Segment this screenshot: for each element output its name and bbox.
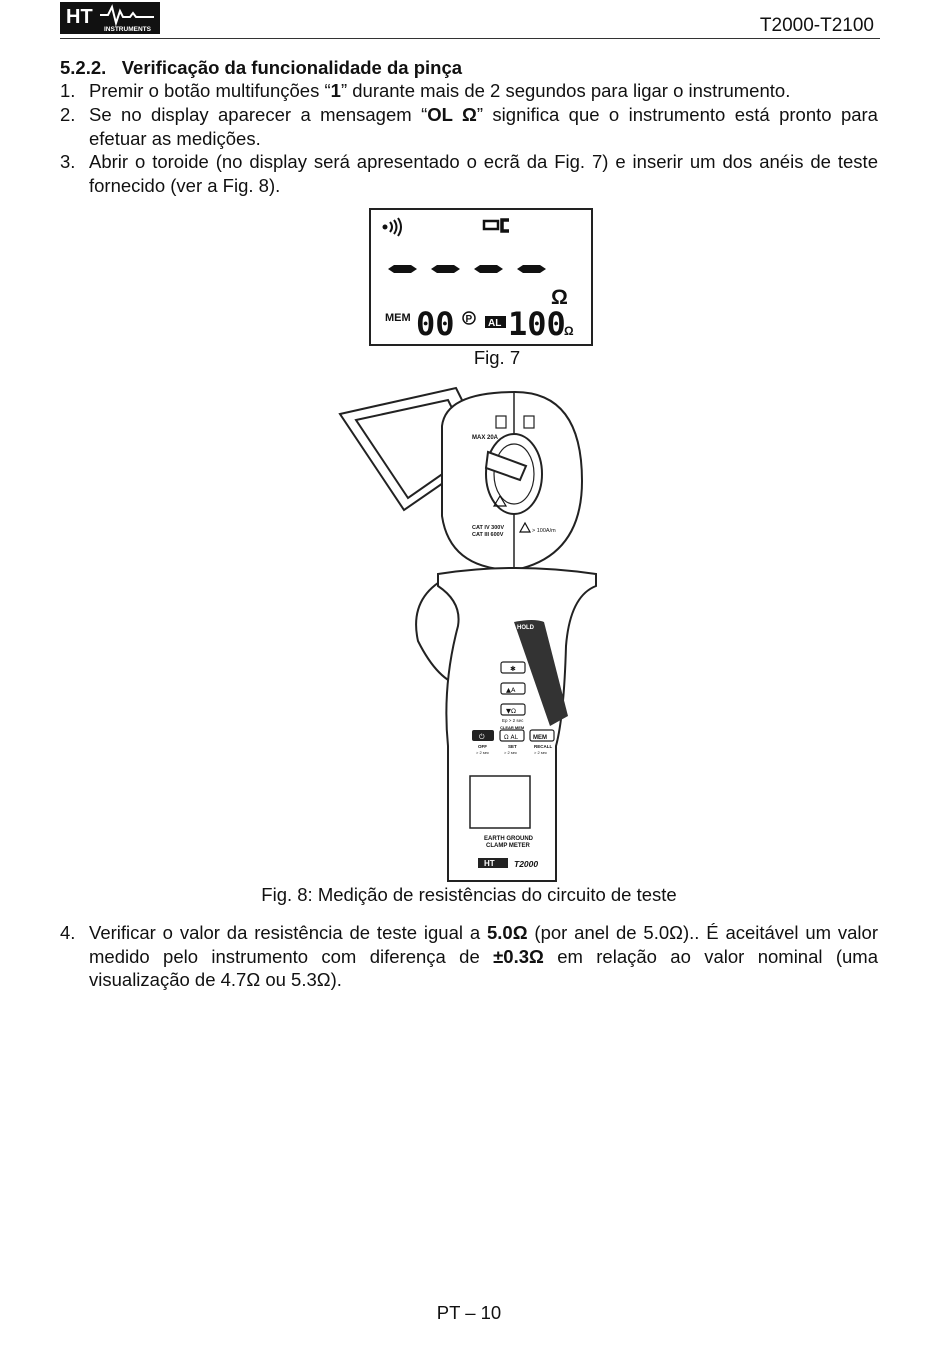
- mem-button-label: MEM: [533, 735, 547, 741]
- list-item: [60, 150, 878, 197]
- list-item: [60, 103, 878, 150]
- light-icon: ✱: [510, 665, 516, 673]
- model-label: T2000: [514, 859, 539, 869]
- up-label: ▲A: [506, 686, 516, 694]
- list-text: Premir o botão multifunções “1” durante mais de 2 segundos para ligar o instrumento.: [89, 80, 791, 101]
- power-icon: ⏻: [479, 733, 485, 741]
- list-text: Se no display aparecer a mensagem “OL Ω” significa que o instrumento está pronto para efetuar as medições.: [89, 104, 878, 149]
- list-number: 1.: [60, 80, 76, 101]
- list-number: 4.: [60, 922, 76, 943]
- logo-text: HT: [66, 6, 93, 28]
- list-number: 3.: [60, 151, 76, 172]
- down-label: ▼Ω: [506, 707, 516, 715]
- page-number: PT – 10: [436, 1302, 502, 1323]
- clear-mem-label: CLEAR MEM: [500, 725, 525, 730]
- recall-label: RECALL: [534, 744, 553, 749]
- list-item: [60, 79, 878, 103]
- down-note: Ep > 2 sec: [502, 718, 524, 723]
- ht-instruments-logo: [60, 2, 160, 34]
- document-code: T2000-T2100: [759, 15, 874, 36]
- ohm-unit-symbol: Ω: [551, 286, 568, 309]
- section-title: [60, 56, 462, 80]
- product-label-line1: EARTH GROUND: [484, 836, 533, 842]
- section-number: 5.2.2.: [60, 57, 107, 78]
- off-note: > 2 sec: [476, 750, 490, 755]
- section-title-text: Verificação da funcionalidade da pinça: [121, 57, 463, 78]
- max-current-label: MAX 20A: [472, 435, 499, 441]
- off-label: OFF: [478, 744, 487, 749]
- al-value: 100: [508, 305, 566, 343]
- recall-note: > 2 sec: [534, 750, 548, 755]
- ohm-al-label: Ω AL: [504, 734, 518, 741]
- cat-iv-label: CAT IV 300V: [472, 525, 504, 531]
- brand-label: HT: [484, 859, 495, 868]
- p-symbol: P: [465, 314, 473, 325]
- list-number: 2.: [60, 104, 76, 125]
- product-label-line2: CLAMP METER: [486, 843, 530, 849]
- field-warning-label: > 100A/m: [532, 528, 556, 534]
- mem-value: 00: [416, 305, 455, 343]
- list-item: [60, 921, 878, 992]
- set-note: > 2 sec: [504, 750, 518, 755]
- header-divider: [60, 38, 880, 39]
- al-unit-symbol: Ω: [564, 324, 574, 338]
- figure-caption: Fig. 7: [473, 347, 521, 368]
- meter-lcd-window: [470, 776, 530, 828]
- cat-iii-label: CAT III 600V: [472, 532, 504, 538]
- clamp-meter-figure: [338, 386, 598, 886]
- mem-label: MEM: [385, 312, 411, 324]
- set-label: SET: [508, 744, 517, 749]
- list-text: Verificar o valor da resistência de teste igual a 5.0Ω (por anel de 5.0Ω).. É aceitável um valor medido pelo instrumento com diferença de ±0.3Ω em relação ao valor nominal (uma visualização de 4.7Ω ou 5.3Ω).: [89, 922, 879, 990]
- figure-caption: Fig. 8: Medição de resistências do circuito de teste: [261, 884, 677, 905]
- lcd-display-figure: [368, 207, 594, 347]
- clamp-jaw: [442, 392, 582, 570]
- list-text: Abrir o toroide (no display será apresentado o ecrã da Fig. 7) e inserir um dos anéis de teste fornecido (ver a Fig. 8).: [89, 151, 878, 196]
- hold-label: HOLD: [517, 625, 534, 631]
- logo-subtext: INSTRUMENTS: [104, 26, 151, 33]
- al-label: AL: [488, 318, 502, 329]
